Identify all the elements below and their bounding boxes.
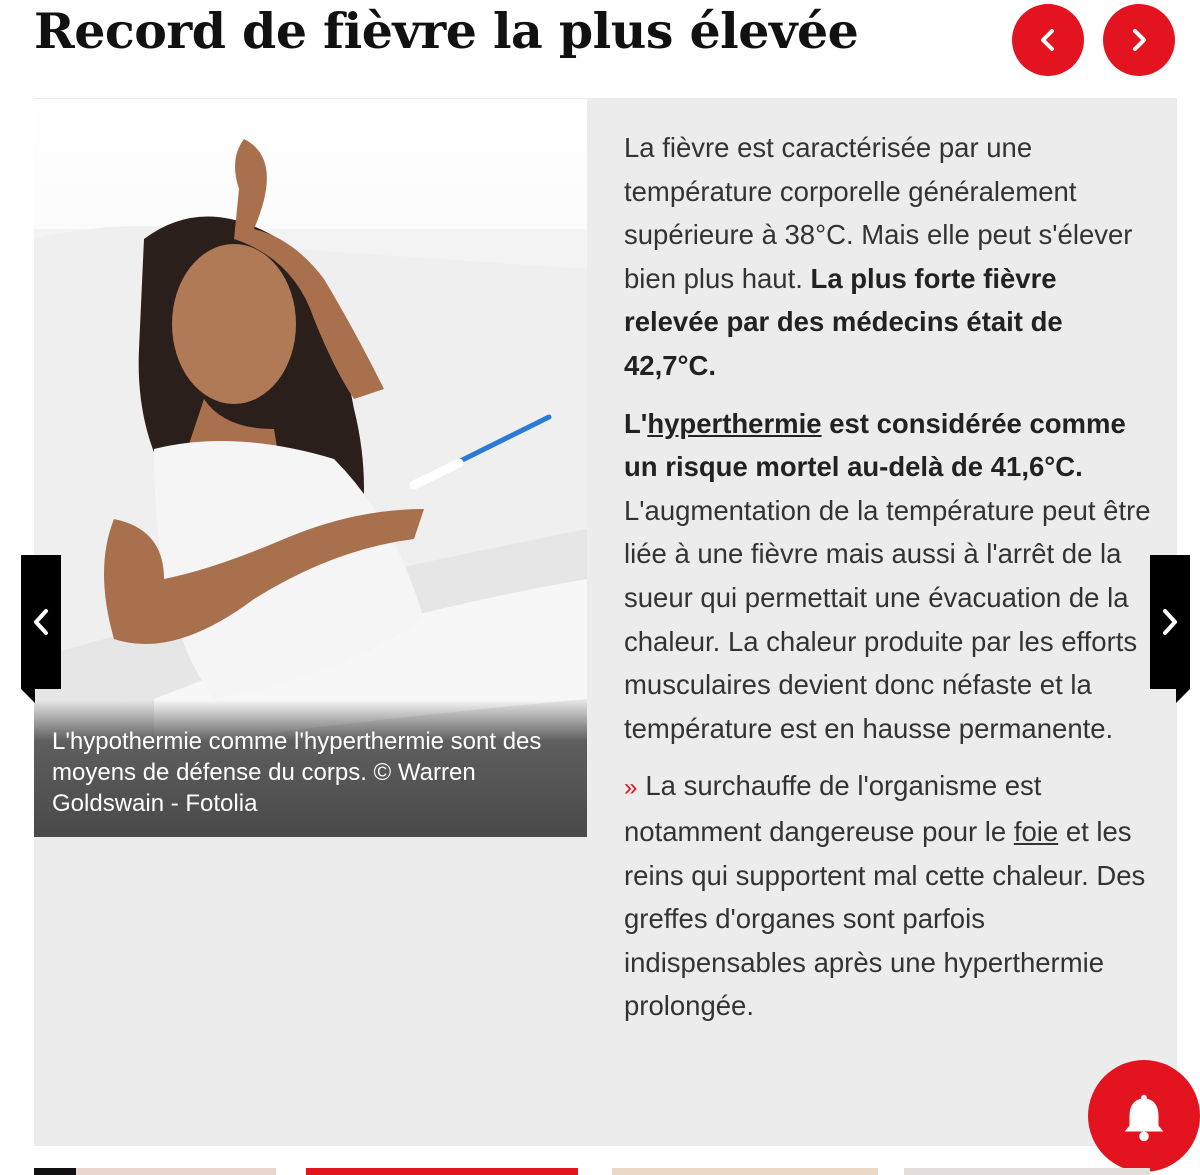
paragraph-1-highlight: La plus forte fièvre relevée par des médecins était de 42,7°C. xyxy=(624,262,1063,381)
notification-bell-button[interactable] xyxy=(1088,1060,1200,1172)
arrow-tail xyxy=(1176,689,1190,703)
thumbnail-strip-4[interactable] xyxy=(612,1168,878,1175)
previous-slide-button[interactable] xyxy=(1012,4,1084,76)
article-body xyxy=(624,126,1154,1042)
paragraph-1-text: La fièvre est caractérisée par une température corporelle généralement supérieure à 38°C. Mais elle peut s'élever bien plus haut. xyxy=(624,132,1133,294)
foie-link[interactable]: foie xyxy=(1013,815,1059,847)
paragraph-3-text-a: La surchauffe de l'organisme est notamment dangereuse pour le xyxy=(624,770,1042,847)
paragraph-2-text: L'augmentation de la température peut être liée à une fièvre mais aussi à l'arrêt de la sueur qui permettait une évacuation de la chaleur. La chaleur produite par les efforts musculaires devient donc néfaste et la température est en hausse permanente. xyxy=(624,494,1151,744)
chevron-right-icon xyxy=(1125,26,1153,54)
image-caption: L'hypothermie comme l'hyperthermie sont des moyens de défense du corps. © Warren Goldswain - Fotolia xyxy=(34,700,587,837)
thumbnail-strip-2[interactable] xyxy=(76,1168,276,1175)
side-next-button[interactable] xyxy=(1150,555,1190,689)
hyperthermie-link[interactable]: hyperthermie xyxy=(647,407,822,439)
side-previous-button[interactable] xyxy=(21,555,61,689)
page-title: Record de fièvre la plus élevée xyxy=(34,2,859,60)
chevron-right-icon xyxy=(1159,607,1181,637)
double-chevron-icon: » xyxy=(624,774,638,802)
next-slide-button[interactable] xyxy=(1103,4,1175,76)
thumbnail-strip-5[interactable] xyxy=(904,1168,1150,1175)
thumbnail-strip-1[interactable] xyxy=(34,1168,76,1175)
paragraph-2 xyxy=(624,402,1154,751)
paragraph-2-bold-start: L' xyxy=(624,407,648,439)
chevron-left-icon xyxy=(30,607,52,637)
slide-image xyxy=(34,99,587,837)
bell-icon xyxy=(1115,1087,1173,1145)
chevron-left-icon xyxy=(1034,26,1062,54)
paragraph-2-highlight xyxy=(624,408,1126,483)
paragraph-2-bold-rest: est considérée comme un risque mortel au-delà de 41,6°C. xyxy=(624,407,1126,483)
paragraph-3-text-b: et les reins qui supportent mal cette chaleur. Des greffes d'organes sont parfois indispensables après une hyperthermie prolongée. xyxy=(624,815,1146,1022)
thumbnail-strip-3[interactable] xyxy=(306,1168,578,1175)
paragraph-3 xyxy=(624,764,1154,1028)
paragraph-1 xyxy=(624,126,1154,388)
arrow-tail xyxy=(21,689,35,703)
